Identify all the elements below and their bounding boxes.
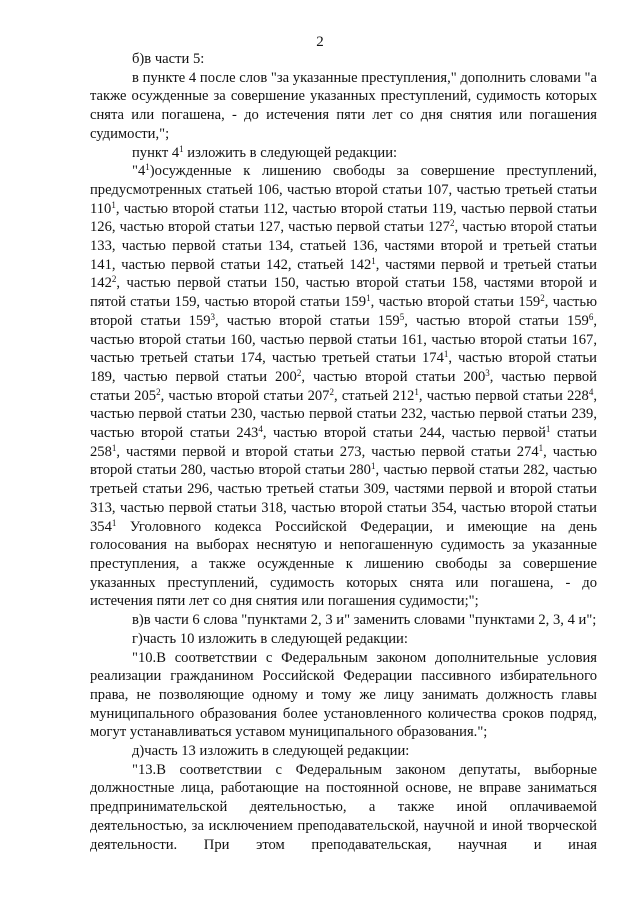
superscript: 1 [370, 461, 376, 472]
text-run: , частью второй статьи 189, частью первой статьи 200 [90, 350, 597, 385]
text-run: , частью второй статьи 244, частью первой [262, 425, 546, 442]
text-run: , частью первой статьи 282, частью третьей статьи 296, частью третьей статьи 309, частями первой и второй статьи 313, частью первой статьи 318, частью второй статьи 354, частью второй статьи 354 [90, 462, 597, 535]
superscript: 2 [111, 274, 117, 285]
superscript: 1 [545, 424, 551, 435]
text-run: , частью второй статьи 159 [90, 294, 597, 329]
paragraph-b: б)в части 5: [132, 51, 205, 67]
superscript: 1 [443, 349, 449, 360]
superscript: 5 [399, 311, 405, 322]
text-run: , статьей 212 [333, 387, 415, 404]
text-run: Уголовного кодекса Российской Федерации, и имеющие на день голосования на выборах неснятую и непогашенную судимость за указанные преступления, а также осужденные к лишению свободы за совершение указанных преступлений, судимость которых снята или погашена, - до истечения пяти лет со дня снятия или погашения судимости;"; [90, 518, 597, 610]
text-run: статьи 258 [90, 425, 597, 460]
superscript: 1 [111, 517, 117, 528]
text-run: , частью второй статьи 280, частью второй статьи 280 [90, 443, 597, 479]
text-run: , частью второй статьи 200 [301, 368, 486, 385]
text-run: , частью второй статьи 207 [160, 387, 330, 404]
paragraph-article-4-1 [90, 162, 597, 611]
superscript: 1 [179, 143, 184, 154]
text-run: , частью второй статьи 159 [370, 294, 541, 311]
text-run: , частью второй статьи 159 [215, 312, 400, 329]
superscript: 2 [156, 386, 161, 397]
paragraph-g: г)часть 10 изложить в следующей редакции: [132, 630, 408, 647]
superscript: 1 [366, 293, 371, 304]
paragraph-d: д)часть 13 изложить в следующей редакции: [132, 743, 410, 760]
text-run: , частью второй статьи 159 [404, 312, 589, 329]
superscript: 2 [449, 218, 455, 229]
superscript: 1 [414, 386, 419, 397]
superscript: 4 [588, 386, 594, 397]
paragraph-b-2 [90, 144, 597, 163]
paragraph-d-1: "13.В соответствии с Федеральным законом депутаты, выборные должностные лица, работающие на постоянной основе, не вправе заниматься предпринимательской деятельностью, а также иной оплачиваемой деятельностью, за исключением преподавательской, научной и иной творческой деятельности. При этом преподавательская, научная и иная [90, 761, 597, 853]
text-run: , частью второй статьи 160, частью первой статьи 161, частью второй статьи 167, частью третьей статьи 174, частью третьей статьи 174 [90, 312, 597, 367]
document-body [90, 50, 597, 854]
superscript: 2 [540, 293, 545, 304]
text-run: , частями первой и третьей статьи 142 [90, 256, 597, 292]
superscript: 3 [210, 311, 216, 322]
superscript: 1 [538, 442, 544, 453]
text-run: , частью второй статьи 133, частью первой статьи 134, статьей 136, частями второй и третьей статьи 141, частью первой статьи 142, статьей 142 [90, 219, 597, 273]
text-run: "4 [132, 163, 146, 180]
superscript: 1 [111, 442, 117, 453]
paragraph-v: в)в части 6 слова "пунктами 2, 3 и" заменить словами "пунктами 2, 3, 4 и"; [132, 612, 597, 629]
superscript: 2 [329, 386, 334, 397]
paragraph-g-1: "10.В соответствии с Федеральным законом дополнительные условия реализации гражданином Российской Федерации пассивного избирательного права, не позволяющие одному и тому же лицу занимать должность главы муниципального образования более установленного количества сроков подряд, могут устанавливаться уставом муниципального образования."; [90, 649, 597, 741]
text-run: , частями первой и второй статьи 273, частью первой статьи 274 [116, 443, 539, 460]
text-run: )осужденные к лишению свободы за совершение преступлений, предусмотренных статьей 106, частью второй статьи 107, частью третьей статьи 110 [90, 163, 597, 217]
text-run: , частью первой статьи 228 [418, 387, 589, 404]
paragraph-b-2-text: пункт 4 [132, 144, 180, 161]
text-run: , частью первой статьи 205 [90, 368, 597, 404]
superscript: 6 [588, 311, 594, 322]
superscript: 1 [371, 255, 376, 266]
paragraph-b-1: в пункте 4 после слов "за указанные преступления," дополнить словами "а также осужденные за совершение указанных преступлений, судимость которых снята или погашена, - до истечения пяти лет со дня снятия или погашения судимости,"; [90, 69, 597, 142]
text-run: , частью первой статьи 150, частью второй статьи 158, частями второй и пятой статьи 159, частью второй статьи 159 [90, 275, 597, 311]
paragraph-b-2-text: изложить в следующей редакции: [183, 144, 398, 161]
superscript: 1 [111, 199, 116, 210]
superscript: 4 [258, 424, 263, 435]
text-run: , частью второй статьи 112, частью второй статьи 119, частью первой статьи 126, частью второй статьи 127, частью первой статьи 127 [90, 200, 597, 236]
superscript: 2 [296, 367, 302, 378]
superscript: 1 [145, 162, 150, 173]
page-number: 2 [316, 34, 324, 50]
superscript: 3 [485, 367, 490, 378]
text-run: , частью первой статьи 230, частью первой статьи 232, частью первой статьи 239, частью второй статьи 243 [90, 387, 597, 442]
